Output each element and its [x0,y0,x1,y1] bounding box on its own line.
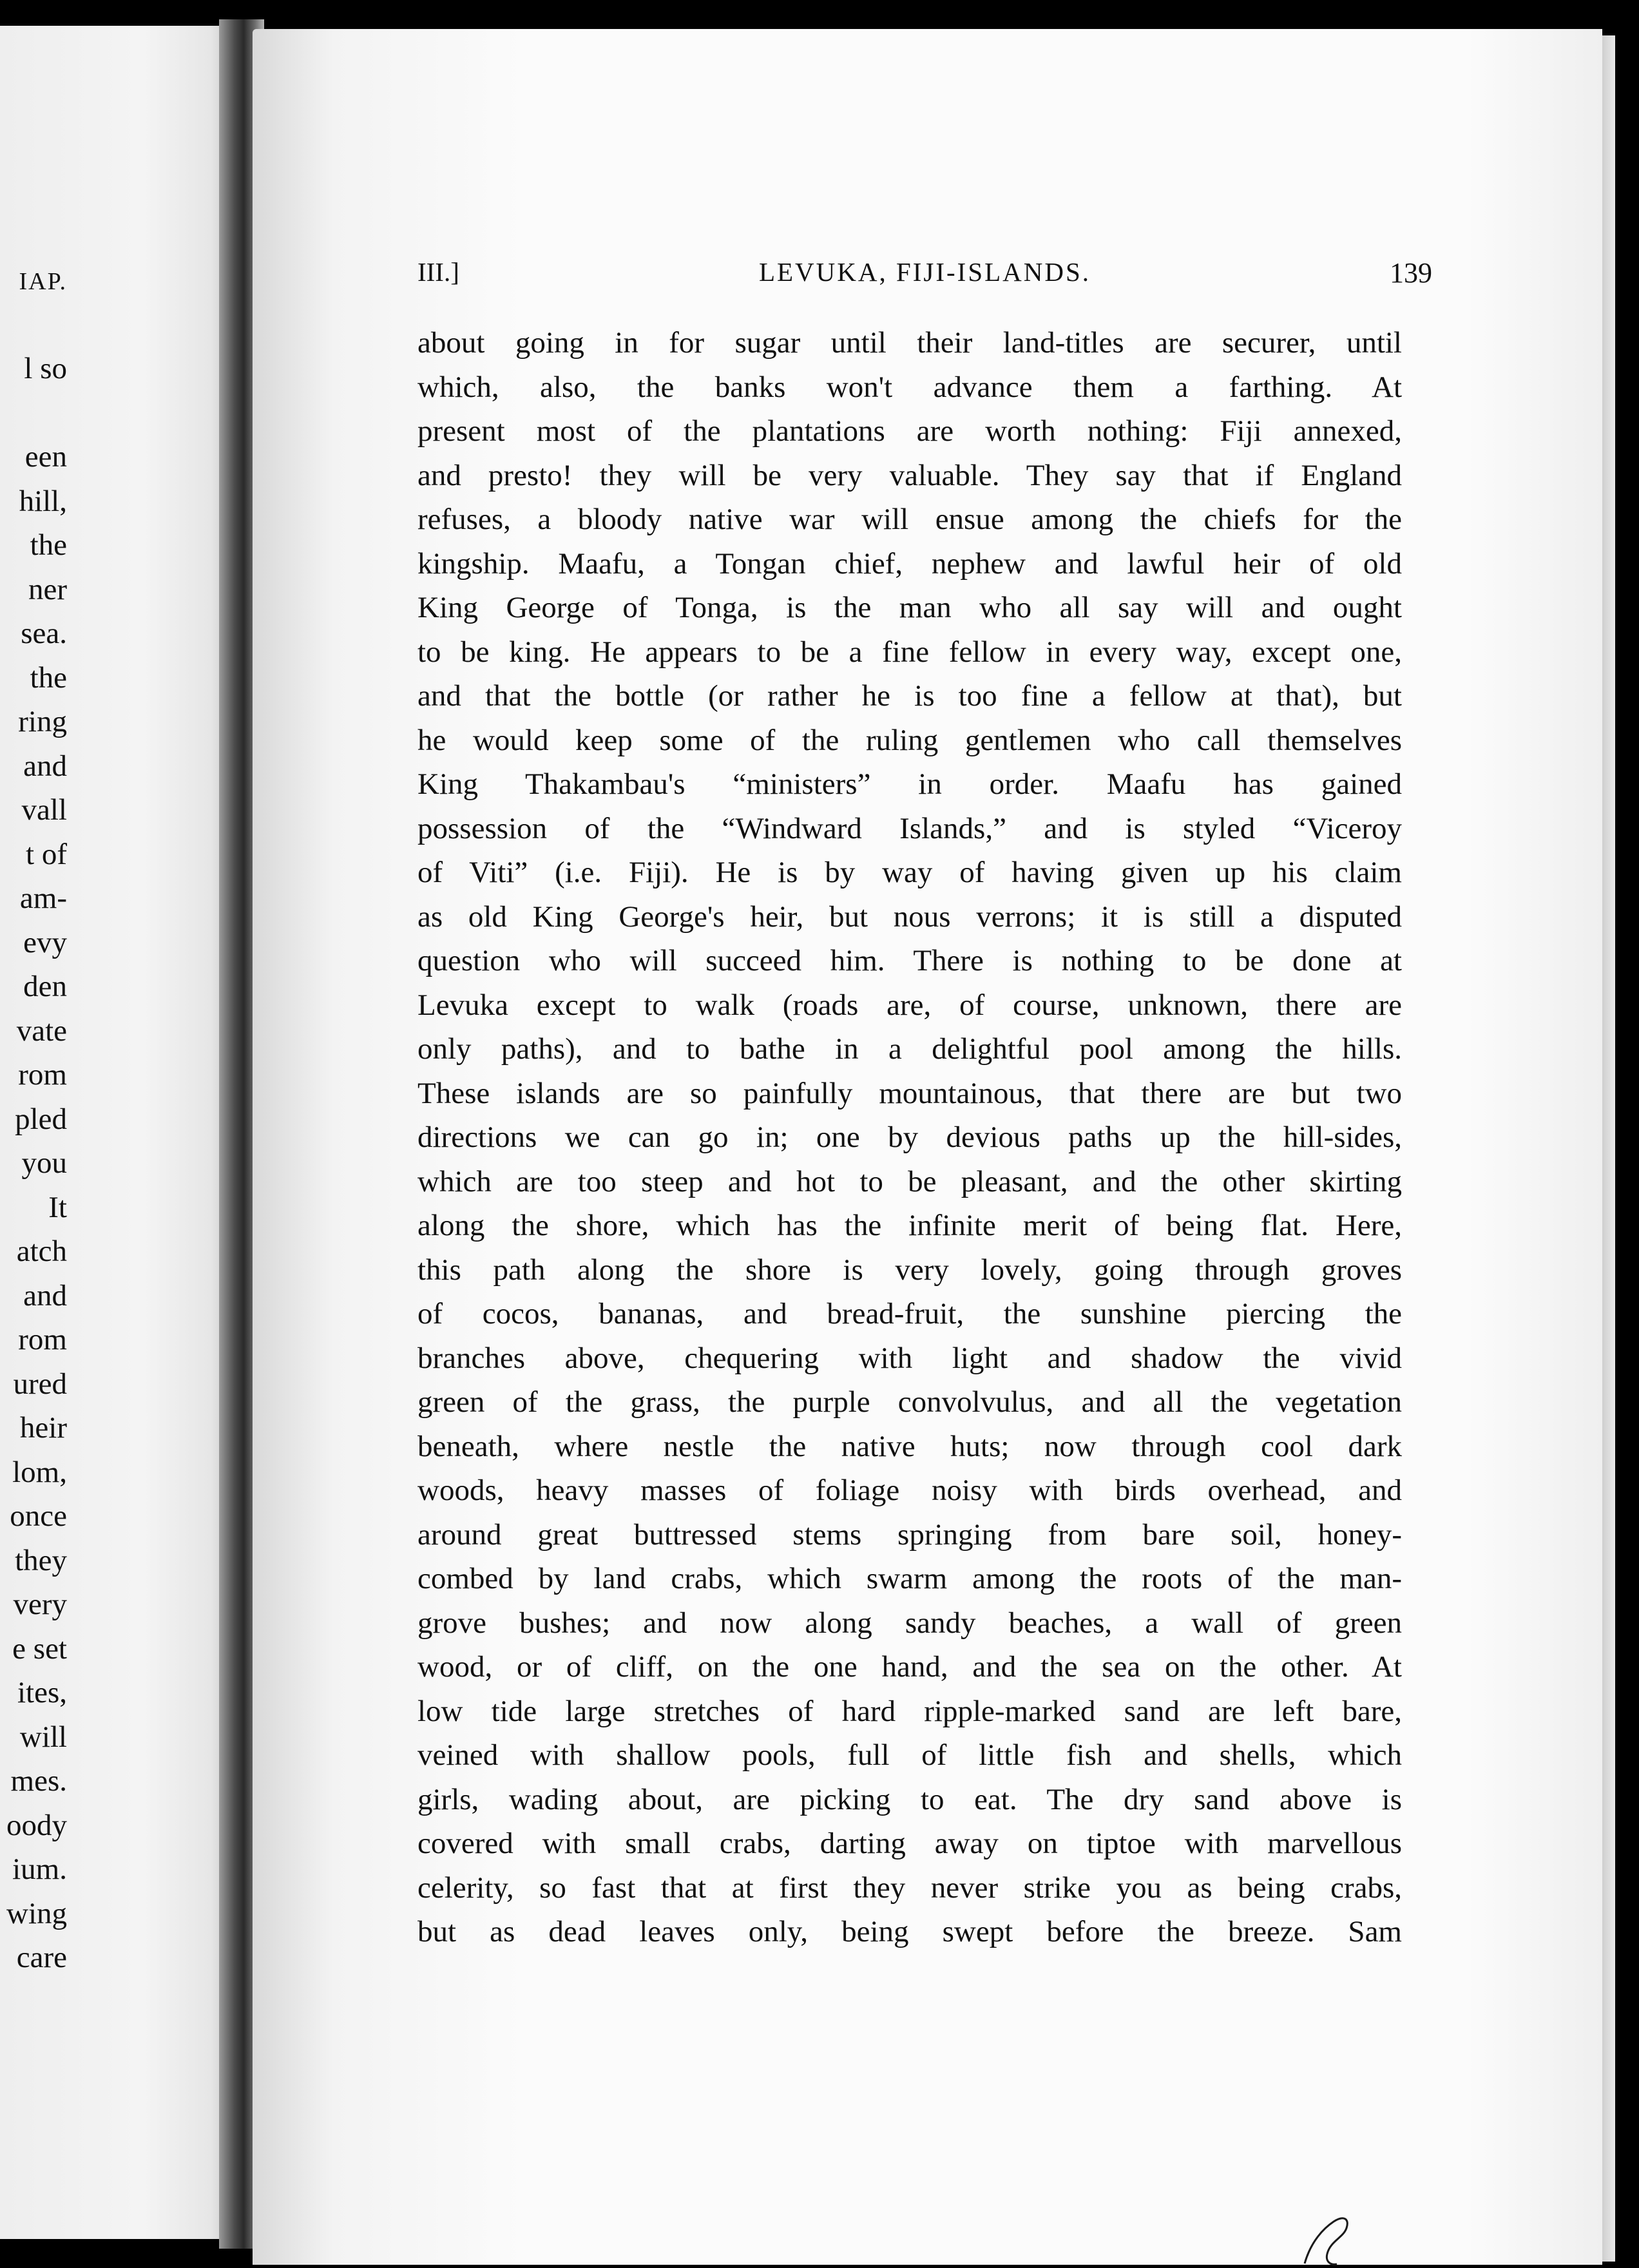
body-line: and presto! they will be very valuable. They say that if England [417,458,1402,492]
body-line: girls, wading about, are picking to eat. The dry sand above is [417,1782,1402,1816]
previous-page-line: ites, [17,1676,67,1709]
body-line: but as dead leaves only, being swept before the breeze. Sam [417,1915,1402,1948]
previous-page-line: mes. [10,1764,67,1798]
body-line: King George of Tonga, is the man who all say will and ought [417,591,1402,624]
body-line: woods, heavy masses of foliage noisy with birds overhead, and [417,1474,1402,1507]
previous-page-line: the [30,660,67,695]
corner-scribble-mark [1298,2202,1356,2267]
body-line: he would keep some of the ruling gentlemen who call themselves [417,723,1402,757]
body-line: directions we can go in; one by devious paths up the hill-sides, [417,1120,1402,1154]
previous-page-line: een [24,440,67,474]
body-line: branches above, chequering with light and shadow the vivid [417,1341,1402,1375]
previous-page-fragment [0,26,240,2239]
previous-page-text [6,347,67,1980]
body-line: only paths), and to bathe in a delightful pool among the hills. [417,1032,1402,1066]
body-line: beneath, where nestle the native huts; now through cool dark [417,1429,1402,1463]
body-line: covered with small crabs, darting away on tiptoe with marvellous [417,1827,1402,1860]
body-line: of cocos, bananas, and bread-fruit, the sunshine piercing the [417,1297,1402,1331]
body-line: low tide large stretches of hard ripple-marked sand are left bare, [417,1694,1402,1728]
previous-page-line: heir [19,1411,67,1445]
body-line: King Thakambau's “ministers” in order. Maafu has gained [417,767,1402,801]
previous-page-running-head: IAP. [19,268,67,295]
previous-page-line: rom [18,1058,67,1091]
body-line: of Viti” (i.e. Fiji). He is by way of having given up his claim [417,856,1402,889]
body-text [417,321,1402,1954]
previous-page-line: rom [18,1323,67,1356]
previous-page-line: am- [19,881,67,915]
section-number: III.] [417,257,459,287]
previous-page-line: atch [16,1235,67,1268]
page-edge [1602,35,1615,2262]
previous-page-line: very [13,1588,67,1621]
body-line: possession of the “Windward Islands,” and is styled “Viceroy [417,811,1402,845]
body-line: and that the bottle (or rather he is too fine a fellow at that), but [417,679,1402,713]
body-line: around great buttressed stems springing from bare soil, honey- [417,1517,1402,1552]
previous-page-line: vate [16,1014,67,1048]
previous-page-line: l so [24,352,67,385]
previous-page-line: oody [6,1808,67,1842]
body-line: green of the grass, the purple convolvulus, and all the vegetation [417,1385,1402,1419]
body-line: as old King George's heir, but nous verrons; it is still a disputed [417,899,1402,934]
previous-page-line: sea. [21,617,67,650]
previous-page-line: ured [13,1367,67,1401]
previous-page-line: den [23,970,67,1003]
previous-page-line: evy [23,925,67,959]
previous-page-line: t of [26,837,67,871]
body-line: along the shore, which has the infinite merit of being flat. Here, [417,1209,1402,1242]
previous-page-line: hill, [19,484,67,518]
body-line: combed by land crabs, which swarm among the roots of the man- [417,1562,1402,1595]
previous-page-line: ring [18,705,67,738]
previous-page-line: care [16,1941,67,1974]
previous-page-line: ner [28,572,67,606]
body-line: grove bushes; and now along sandy beaches, a wall of green [417,1606,1402,1640]
running-title: LEVUKA, FIJI-ISLANDS. [758,257,1091,287]
previous-page-line: and [23,1278,67,1312]
previous-page-line: ium. [12,1852,67,1886]
body-line: veined with shallow pools, full of little fish and shells, which [417,1738,1402,1772]
page-number: 139 [1390,257,1432,289]
previous-page-line: will [19,1720,67,1754]
previous-page-line: pled [15,1102,67,1136]
body-line: which, also, the banks won't advance them a farthing. At [417,370,1402,404]
body-line: kingship. Maafu, a Tongan chief, nephew and lawful heir of old [417,546,1402,581]
previous-page-line: once [10,1499,67,1533]
running-header [417,256,1432,295]
body-line: These islands are so painfully mountainous, that there are but two [417,1076,1402,1110]
body-line: refuses, a bloody native war will ensue among the chiefs for the [417,503,1402,536]
previous-page-line: they [15,1543,67,1577]
body-line: to be king. He appears to be a fine fellow in every way, except one, [417,635,1402,669]
body-line: this path along the shore is very lovely, going through groves [417,1253,1402,1287]
body-line: about going in for sugar until their land-titles are securer, until [417,326,1402,360]
body-line: Levuka except to walk (roads are, of course, unknown, there are [417,988,1402,1022]
body-line: wood, or of cliff, on the one hand, and the sea on the other. At [417,1650,1402,1684]
previous-page-line: you [21,1146,67,1180]
body-line: which are too steep and hot to be pleasant, and the other skirting [417,1164,1402,1198]
previous-page-line: vall [21,793,67,827]
previous-page-line: It [48,1190,67,1224]
previous-page-line: and [23,749,67,783]
previous-page-line: the [30,528,67,562]
previous-page-line: wing [6,1896,67,1930]
body-line: question who will succeed him. There is nothing to be done at [417,944,1402,977]
body-line: celerity, so fast that at first they never strike you as being crabs, [417,1870,1402,1905]
previous-page-line: lom, [12,1455,67,1489]
previous-page-line: e set [12,1631,67,1666]
body-line: present most of the plantations are worth nothing: Fiji annexed, [417,414,1402,448]
previous-page-line [6,391,67,436]
